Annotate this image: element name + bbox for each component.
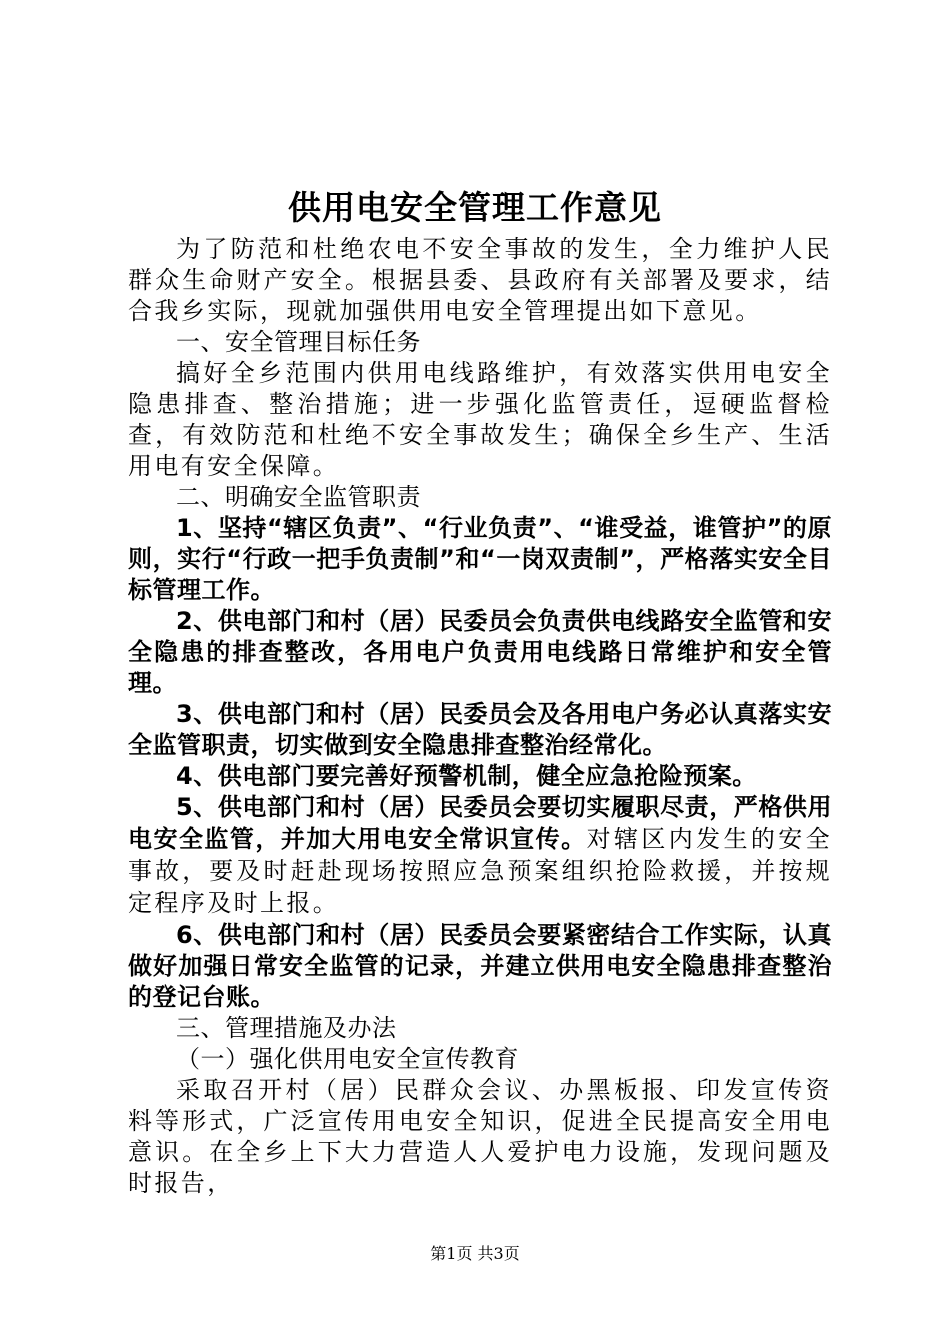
section-heading-1: 一、安全管理目标任务 bbox=[176, 328, 421, 356]
subsection-1-paragraph: 采取召开村（居）民群众会议、办黑板报、印发宣传资料等形式，广泛宣传用电安全知识，促进全民提高安全用电意识。在全乡上下大力营造人人爱护电力设施，发现问题及时报告， bbox=[128, 1076, 832, 1197]
duty-item-5 bbox=[128, 792, 832, 920]
duty-item-1: 1、坚持“辖区负责”、“行业负责”、“谁受益，谁管护”的原则，实行“行政一把手负责制”和“一岗双责制”，严格落实安全目标管理工作。 bbox=[128, 514, 832, 604]
intro-paragraph: 为了防范和杜绝农电不安全事故的发生，全力维护人民群众生命财产安全。根据县委、县政府有关部署及要求，结合我乡实际，现就加强供用电安全管理提出如下意见。 bbox=[128, 235, 832, 325]
duty-item-5-bold: 5、供电部门和村（居）民委员会要切实履职尽责，严格供用电安全监管，并加大用电安全常识宣传。 bbox=[128, 793, 832, 853]
document-title: 供用电安全管理工作意见 bbox=[288, 188, 662, 227]
section-heading-2: 二、明确安全监管职责 bbox=[176, 483, 421, 511]
duty-item-3: 3、供电部门和村（居）民委员会及各用电户务必认真落实安全监管职责，切实做到安全隐患排查整治经常化。 bbox=[128, 700, 832, 759]
section-1-paragraph: 搞好全乡范围内供用电线路维护，有效落实供用电安全隐患排查、整治措施；进一步强化监管责任，逗硬监督检查，有效防范和杜绝不安全事故发生；确保全乡生产、生活用电有安全保障。 bbox=[128, 359, 832, 480]
duty-item-5-normal: 对辖区内发生的安全事故，要及时赶赴现场按照应急预案组织抢险救援，并按规定程序及时上报。 bbox=[128, 825, 832, 917]
duty-item-4: 4、供电部门要完善好预警机制，健全应急抢险预案。 bbox=[176, 762, 757, 790]
duty-item-6: 6、供电部门和村（居）民委员会要紧密结合工作实际，认真做好加强日常安全监管的记录，并建立供用电安全隐患排查整治的登记台账。 bbox=[128, 921, 832, 1011]
page-number: 第1页 共3页 bbox=[430, 1244, 520, 1263]
section-heading-3: 三、管理措施及办法 bbox=[176, 1014, 397, 1042]
duty-item-2: 2、供电部门和村（居）民委员会负责供电线路安全监管和安全隐患的排查整改，各用电户负责用电线路日常维护和安全管理。 bbox=[128, 607, 832, 697]
document-body bbox=[128, 234, 832, 1199]
subsection-heading-1: （一）强化供用电安全宣传教育 bbox=[176, 1045, 519, 1073]
